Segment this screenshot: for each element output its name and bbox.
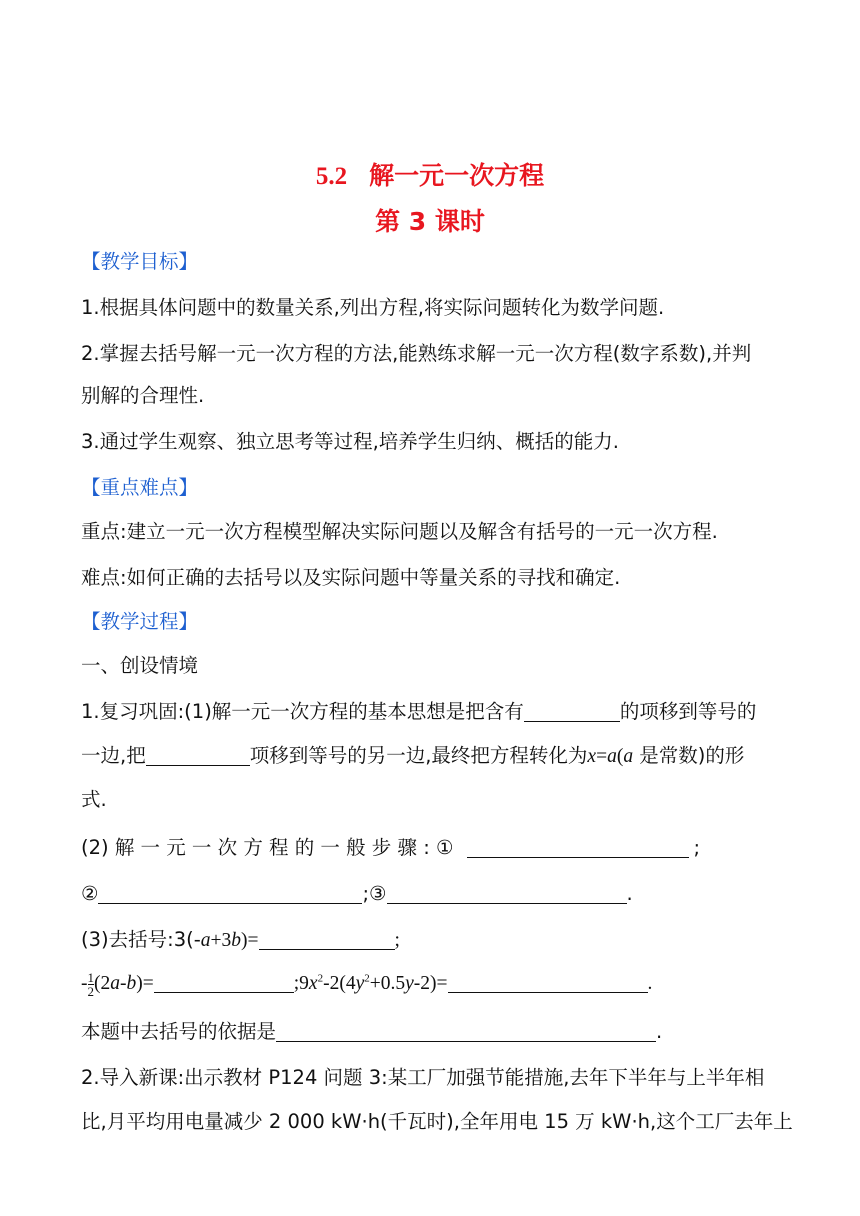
answer-blank[interactable] <box>524 699 620 722</box>
answer-blank[interactable] <box>276 1019 656 1042</box>
steps-question-line-1: (2) 解 一 元 一 次 方 程 的 一 般 步 骤 : ① ; <box>81 836 701 859</box>
intro-line-1: 2.导入新课:出示教材 P124 问题 3:某工厂加强节能措施,去年下半年与上半年相 <box>81 1066 765 1089</box>
review-question-line-2: 一边,把 项移到等号的另一边,最终把方程转化为x=a(a 是常数)的形 <box>81 744 745 767</box>
objectives-heading: 【教学目标】 <box>81 250 199 273</box>
section-number: 5.2 <box>315 163 348 190</box>
fraction-one-half: $\frac{1}{2}$ <box>87 970 94 1000</box>
answer-blank[interactable] <box>387 881 627 904</box>
objective-2-line-2: 别解的合理性. <box>81 384 205 407</box>
expand-question-line-2: - $\frac{1}{2}$ $(2a-b)= ;9x^2-2(4y^2+0.5y-2)=$ . <box>81 970 653 1000</box>
review-question-line-1: 1.复习巩固:(1)解一元一次方程的基本思想是把含有 的项移到等号的 <box>81 700 757 723</box>
answer-blank[interactable] <box>259 927 395 950</box>
lesson-title: 第 3 课时 <box>375 207 485 236</box>
answer-blank[interactable] <box>154 970 294 993</box>
answer-blank[interactable] <box>467 835 689 858</box>
section-title <box>0 156 860 192</box>
answer-blank[interactable] <box>146 743 250 766</box>
keypoints-heading: 【重点难点】 <box>81 476 199 499</box>
process-heading: 【教学过程】 <box>81 610 199 633</box>
section-name: 解一元一次方程 <box>369 161 545 190</box>
keypoint-difficulty: 难点:如何正确的去括号以及实际问题中等量关系的寻找和确定. <box>81 566 621 589</box>
objective-1: 1.根据具体问题中的数量关系,列出方程,将实际问题转化为数学问题. <box>81 296 665 319</box>
answer-blank[interactable] <box>448 970 648 993</box>
basis-question: 本题中去括号的依据是 . <box>81 1020 663 1043</box>
keypoint-focus: 重点:建立一元一次方程模型解决实际问题以及解含有括号的一元一次方程. <box>81 520 718 543</box>
expand-question-line-1: (3)去括号:3(-a+3b)= ; <box>81 928 400 951</box>
intro-line-2: 比,月平均用电量减少 2 000 kW·h(千瓦时),全年用电 15 万 kW·h,这个工厂去年上 <box>81 1110 793 1133</box>
objective-3: 3.通过学生观察、独立思考等过程,培养学生归纳、概括的能力. <box>81 430 620 453</box>
review-question-line-3: 式. <box>81 788 107 811</box>
answer-blank[interactable] <box>98 881 362 904</box>
process-step-1: 一、创设情境 <box>81 654 199 677</box>
objective-2-line-1: 2.掌握去括号解一元一次方程的方法,能熟练求解一元一次方程(数字系数),并判 <box>81 342 752 365</box>
steps-question-line-2: ② ;③ . <box>81 882 633 905</box>
